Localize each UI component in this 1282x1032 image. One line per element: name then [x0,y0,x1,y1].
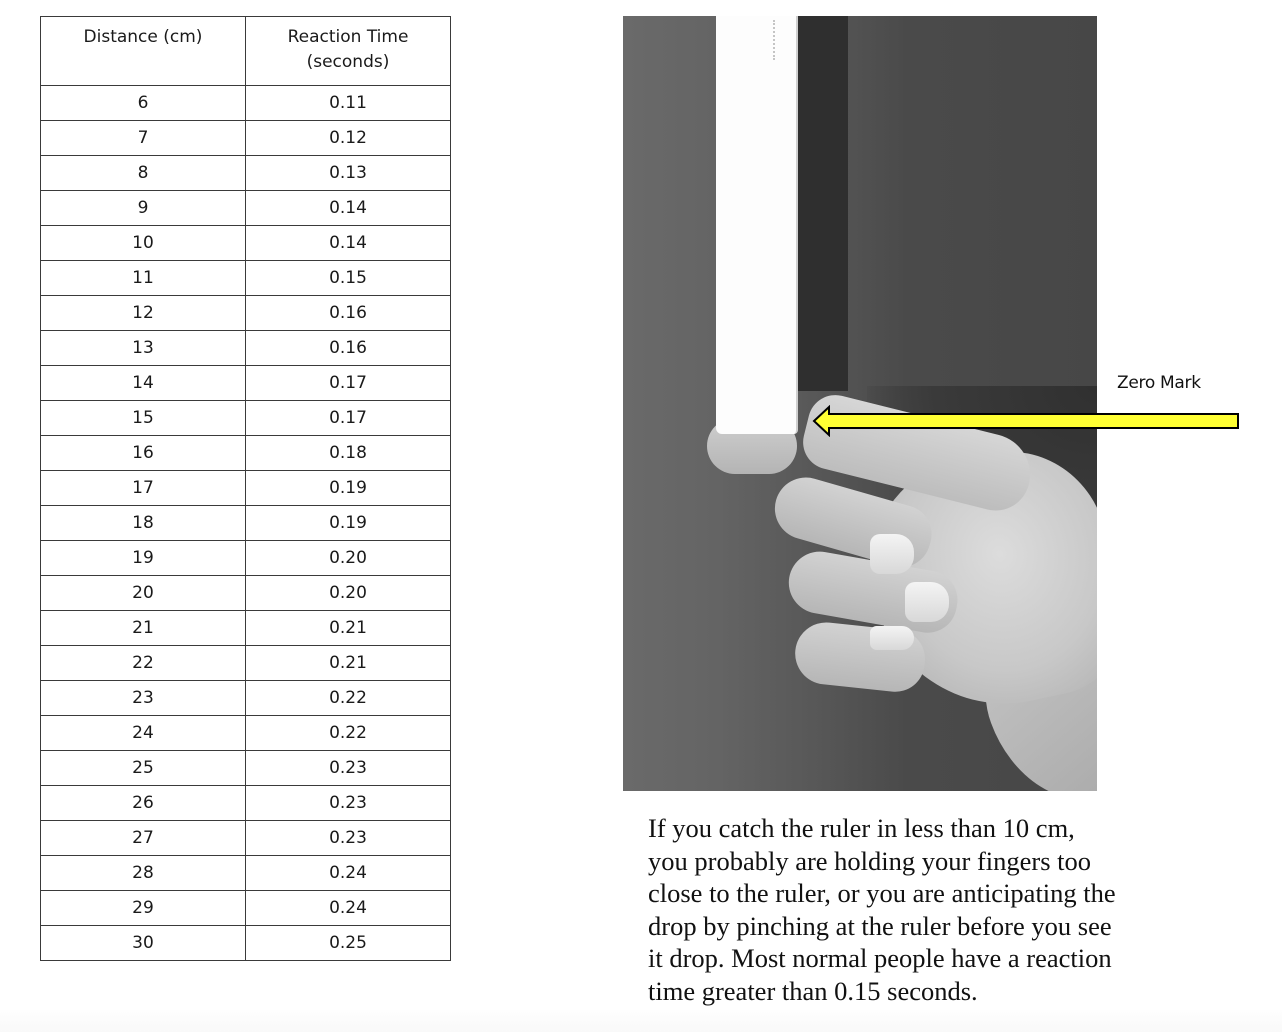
header-distance-label: Distance (cm) [83,27,203,47]
distance-cell: 7 [41,121,246,156]
table-row [41,366,451,401]
reaction-time-cell: 0.17 [246,401,451,436]
reaction-time-cell: 0.23 [246,821,451,856]
page-bottom-edge [0,1010,1282,1032]
reaction-time-cell: 0.14 [246,191,451,226]
table-header-row [41,17,451,86]
header-reaction-line1: Reaction Time [287,27,409,47]
distance-cell: 14 [41,366,246,401]
table-row [41,121,451,156]
distance-cell: 6 [41,86,246,121]
table-row [41,436,451,471]
reaction-time-cell: 0.15 [246,261,451,296]
distance-cell: 10 [41,226,246,261]
photo-fingernail [905,582,949,622]
table-row [41,821,451,856]
distance-cell: 29 [41,891,246,926]
table-row [41,471,451,506]
reaction-time-cell: 0.16 [246,296,451,331]
distance-cell: 19 [41,541,246,576]
table-row [41,786,451,821]
distance-cell: 9 [41,191,246,226]
table-row [41,856,451,891]
table-row [41,926,451,961]
reaction-time-cell: 0.16 [246,331,451,366]
table-row [41,296,451,331]
reaction-time-cell: 0.23 [246,751,451,786]
distance-cell: 12 [41,296,246,331]
table-row [41,226,451,261]
table-row [41,156,451,191]
table-row [41,891,451,926]
reaction-time-cell: 0.14 [246,226,451,261]
distance-cell: 18 [41,506,246,541]
distance-cell: 24 [41,716,246,751]
reaction-time-cell: 0.19 [246,471,451,506]
reaction-time-cell: 0.17 [246,366,451,401]
distance-cell: 21 [41,611,246,646]
distance-cell: 13 [41,331,246,366]
table-row [41,401,451,436]
table-row [41,751,451,786]
reaction-time-cell: 0.23 [246,786,451,821]
distance-cell: 25 [41,751,246,786]
table-row [41,86,451,121]
table-row [41,541,451,576]
header-reaction-line2: (seconds) [306,52,390,72]
table-row [41,331,451,366]
reaction-time-table [40,16,451,961]
reaction-time-cell: 0.11 [246,86,451,121]
distance-cell: 8 [41,156,246,191]
photo-ruler-marks [773,20,785,60]
reaction-time-cell: 0.22 [246,716,451,751]
caption-paragraph [648,812,1188,1008]
table-row [41,261,451,296]
photo-shadow-panel [798,16,848,391]
reaction-time-cell: 0.24 [246,856,451,891]
header-distance [41,17,246,86]
caption-line: time greater than 0.15 seconds. [648,975,978,1006]
table-row [41,716,451,751]
reaction-time-cell: 0.22 [246,681,451,716]
reaction-time-cell: 0.19 [246,506,451,541]
reaction-time-cell: 0.20 [246,541,451,576]
distance-cell: 16 [41,436,246,471]
caption-line: it drop. Most normal people have a reaction [648,943,1112,974]
caption-line: close to the ruler, or you are anticipating the [648,878,1116,909]
distance-cell: 30 [41,926,246,961]
ruler-catch-photo [623,16,1097,791]
distance-cell: 17 [41,471,246,506]
photo-ruler [716,16,798,434]
caption-line: drop by pinching at the ruler before you see [648,910,1112,941]
table-body [41,86,451,961]
distance-cell: 28 [41,856,246,891]
table-row [41,576,451,611]
photo-fingernail [870,626,914,650]
table-row [41,646,451,681]
table-row [41,611,451,646]
reaction-time-cell: 0.12 [246,121,451,156]
reaction-time-cell: 0.13 [246,156,451,191]
distance-cell: 27 [41,821,246,856]
reaction-time-cell: 0.25 [246,926,451,961]
caption-line: you probably are holding your fingers too [648,845,1092,876]
table-row [41,191,451,226]
table-row [41,681,451,716]
distance-cell: 23 [41,681,246,716]
reaction-time-cell: 0.21 [246,646,451,681]
header-reaction-time [246,17,451,86]
zero-mark-arrow-icon [812,405,1242,437]
distance-cell: 20 [41,576,246,611]
reaction-time-cell: 0.20 [246,576,451,611]
reaction-time-cell: 0.24 [246,891,451,926]
distance-cell: 26 [41,786,246,821]
distance-cell: 11 [41,261,246,296]
caption-line: If you catch the ruler in less than 10 cm, [648,813,1075,843]
photo-fingernail [870,534,914,574]
table-row [41,506,451,541]
zero-mark-label: Zero Mark [1117,373,1201,393]
distance-cell: 15 [41,401,246,436]
reaction-time-cell: 0.18 [246,436,451,471]
reaction-time-cell: 0.21 [246,611,451,646]
distance-cell: 22 [41,646,246,681]
